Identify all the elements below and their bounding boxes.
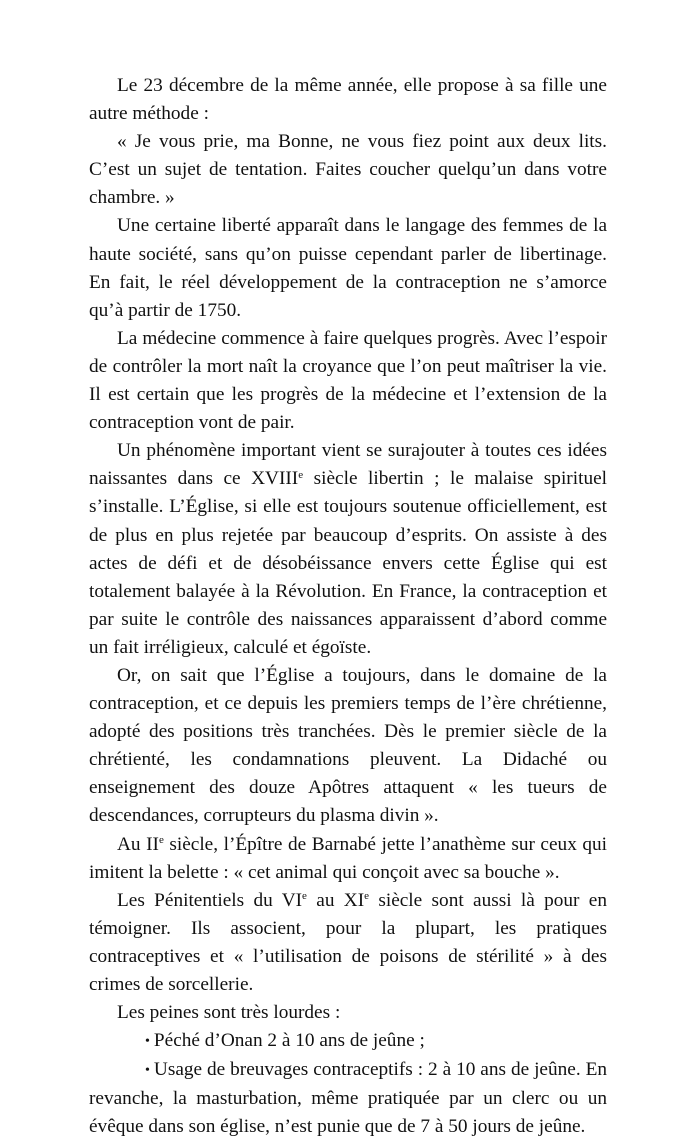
text-run: siècle libertin ; le malaise spirituel s’installe. L’Église, si elle est toujours soutenue officiellement, est de plus en plus rejetée par beaucoup d’esprits. On assiste à des actes de défi et de désobéissance envers cette Église qui est totalement balayée à la Révolution. En France, la contraception et par suite le contrôle des naissances apparaissent d’abord comme un fait irréligieux, calculé et égoïste.	[89, 468, 607, 658]
paragraph: Les peines sont très lourdes :	[117, 1002, 341, 1024]
paragraph: Le 23 décembre de la même année, elle propose à sa fille une autre méthode :	[89, 75, 607, 125]
ordinal-superscript: e	[158, 834, 164, 847]
bullet-text: Péché d’Onan 2 à 10 ans de jeûne ;	[153, 1030, 425, 1052]
ordinal-superscript: e	[298, 468, 304, 481]
text-run: Les Pénitentiels du VI	[117, 889, 303, 911]
document-page	[89, 72, 607, 1142]
bullet-item	[89, 1027, 607, 1056]
paragraph	[89, 887, 607, 999]
text-run: Un phénomène important vient se surajouter à toutes ces idées naissantes dans ce XVIII	[89, 440, 607, 490]
bullet-icon: •	[145, 1063, 150, 1079]
quote-paragraph: « Je vous prie, ma Bonne, ne vous fiez point aux deux lits. C’est un sujet de tentation. Faites coucher quelqu’un dans votre chambre. »	[89, 131, 607, 209]
bullet-icon: •	[145, 1034, 150, 1050]
paragraph	[89, 831, 607, 887]
text-run: au XI	[306, 889, 365, 911]
paragraph: La médecine commence à faire quelques progrès. Avec l’espoir de contrôler la mort naît la croyance que l’on peut maîtriser la vie. Il est certain que les progrès de la médecine et l’extension de la contraception vont de pair.	[89, 327, 607, 434]
paragraph: Une certaine liberté apparaît dans le langage des femmes de la haute société, sans qu’on puisse cependant parler de libertinage. En fait, le réel développement de la contraception ne s’amorce qu’à partir de 1750.	[89, 215, 607, 321]
text-run: siècle sont aussi là pour en témoigner. Ils associent, pour la plupart, les pratiques contraceptives et « l’utilisation de poisons de stérilité » à des crimes de sorcellerie.	[89, 889, 607, 995]
paragraph	[89, 437, 607, 662]
ordinal-superscript: e	[302, 890, 307, 903]
ordinal-superscript: e	[364, 890, 370, 903]
bullet-text: Usage de breuvages contraceptifs : 2 à 10 ans de jeûne. En revanche, la masturbation, même pratiquée par un clerc ou un évêque dans son église, n’est punie que de 7 à 50 jours de jeûne.	[89, 1059, 607, 1138]
bullet-item	[89, 1056, 607, 1141]
text-run: Au II	[117, 833, 159, 855]
paragraph: Or, on sait que l’Église a toujours, dans le domaine de la contraception, et ce depuis les premiers temps de l’ère chrétienne, adopté des positions très tranchées. Dès le premier siècle de la chrétienté, les condamnations pleuvent. La Didaché ou enseignement des douze Apôtres attaquent « les tueurs de descendances, corrupteurs du plasma divin ».	[89, 664, 607, 827]
text-run: siècle, l’Épître de Barnabé jette l’anathème sur ceux qui imitent la belette : « cet animal qui conçoit avec sa bouche ».	[89, 833, 607, 883]
